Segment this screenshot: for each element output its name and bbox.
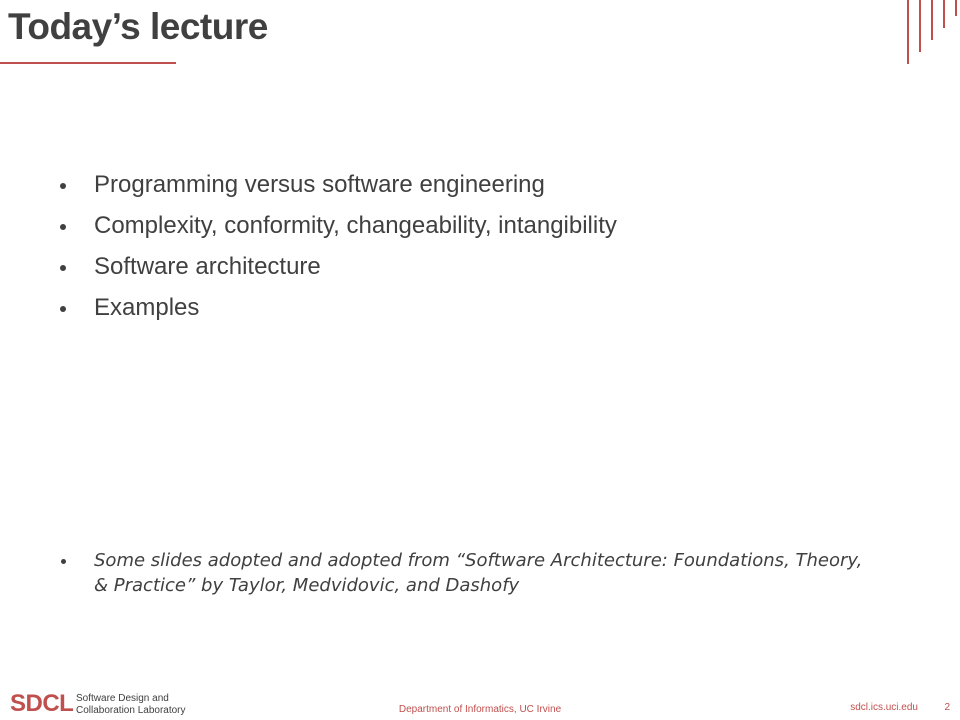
bullet-item: Software architecture — [58, 252, 617, 282]
bullet-dot-icon — [60, 265, 66, 271]
department-label: Department of Informatics, UC Irvine — [398, 704, 562, 715]
corner-decoration — [900, 0, 960, 70]
page-number: 2 — [944, 702, 950, 713]
site-url: sdcl.ics.uci.edu — [850, 702, 918, 713]
note-item: Some slides adopted and adopted from “Software Architecture: Foundations, Theory, & Practice” by Taylor, Medvidovic, and Dashofy — [58, 548, 878, 598]
bullet-dot-icon — [61, 559, 66, 564]
slide-title: Today’s lecture — [8, 6, 268, 47]
logo-mark: SDCL — [10, 690, 74, 717]
bullet-dot-icon — [60, 224, 66, 230]
logo-text: Software Design and Collaboration Laboratory — [76, 693, 186, 716]
bullet-item: Examples — [58, 293, 617, 323]
title-underline — [0, 62, 176, 64]
bullet-dot-icon — [60, 306, 66, 312]
bullet-item: Programming versus software engineering — [58, 170, 617, 200]
attribution-note — [58, 548, 878, 598]
bullet-list — [58, 170, 617, 334]
bullet-dot-icon — [60, 183, 66, 189]
bullet-item: Complexity, conformity, changeability, intangibility — [58, 211, 617, 241]
